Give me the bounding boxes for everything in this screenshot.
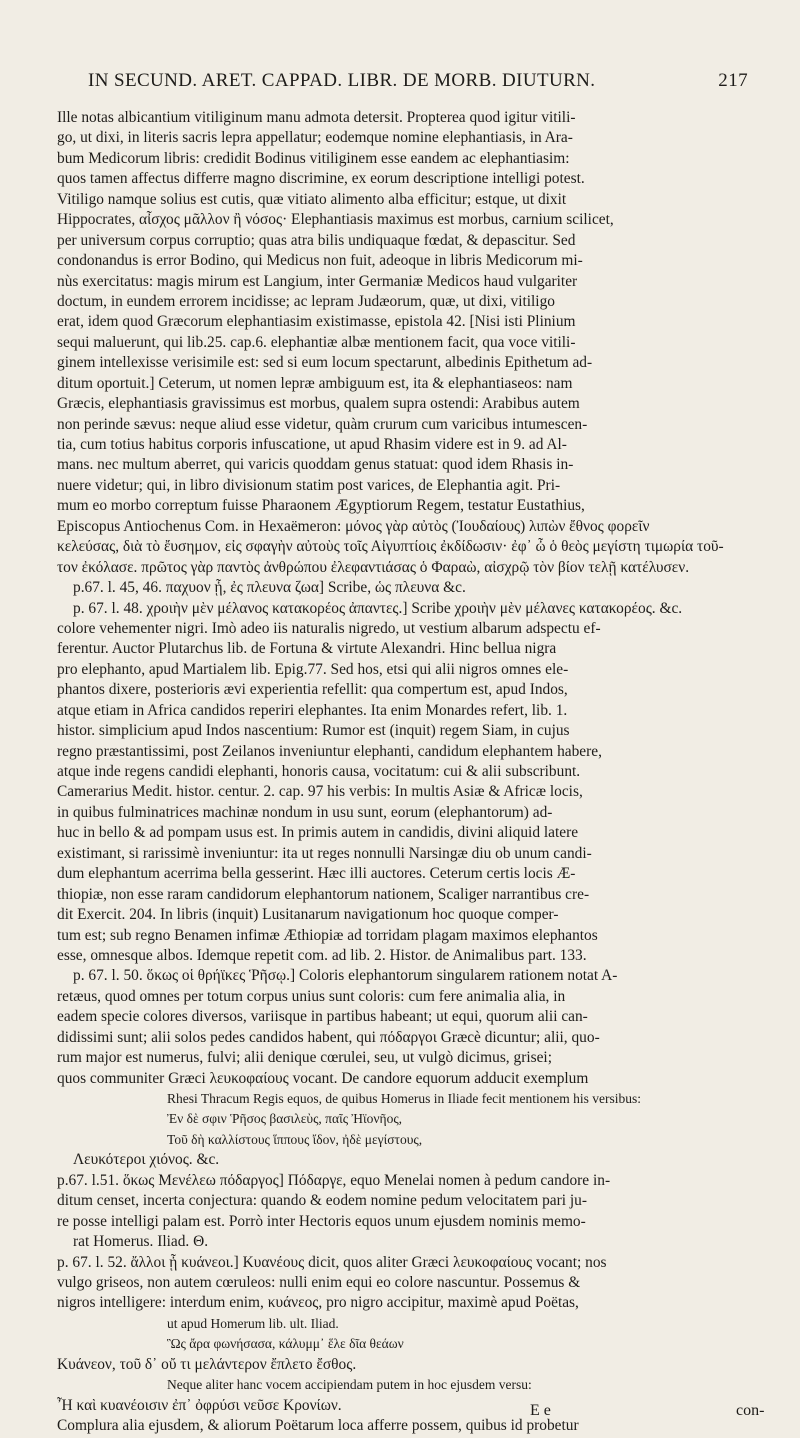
text-line: Vitiligo namque solius est cutis, quæ vitiato alimento alba efficitur; estque, ut dixit — [57, 190, 567, 208]
text-line: nùs exercitatus: magis mirum est Langium, inter Germaniæ Medicos haud vulgariter — [57, 272, 578, 290]
text-line: per universum corpus corruptio; quas atra bilis undiquaque fœdat, & depascitur. Sed — [57, 231, 576, 249]
text-line: ginem intellexisse verisimile est: sed si eum locum spectarunt, albedinis Epithetum ad- — [57, 354, 593, 372]
text-line: ditum censet, incerta conjectura: quando & eodem nomine pedum velocitatem pari ju- — [57, 1192, 587, 1210]
text-line: in quibus fulminatrices machinæ nondum in usu sunt, eorum (elephantorum) ad- — [57, 803, 553, 821]
text-line: Neque aliter hanc vocem accipiendam putem in hoc ejusdem versu: — [167, 1377, 532, 1393]
text-line: τον ἐκόλασε. πρῶτος γὰρ παντὸς ἀνθρώπου ἐλεφαντιάσας ὁ Φαραὼ, αἰσχρῷ τὸν βίον τελῇ κατέλυσεν. — [57, 558, 690, 576]
text-line: Ὣς ἄρα φωνήσασα, κάλυμμ᾽ ἕλε δῖα θεάων — [167, 1336, 404, 1352]
text-line: mum eo morbo correptum fuisse Pharaonem Ægyptiorum Regem, testatur Eustathius, — [57, 497, 585, 515]
running-title: IN SECUND. ARET. CAPPAD. LIBR. DE MORB. DIUTURN. — [88, 70, 596, 91]
text-line: tia, cum totius habitus corporis infuscatione, ut apud Rhasim videre est in 9. ad Al- — [57, 436, 567, 453]
body-text — [57, 108, 757, 1436]
text-line: histor. simplicium apud Indos nascentium: Rumor est (inquit) regem Siam, in cujus — [57, 722, 570, 740]
text-line: quos tamen affectus differre magno discrimine, ex eorum descriptione intelligi potest. — [57, 170, 585, 188]
text-line: non perinde sævus: neque aliud esse videtur, quàm crurum cum varicibus intumescen- — [57, 415, 588, 433]
text-line: p.67. l.51. ὅκως Μενέλεω πόδαργος] Πόδαργε, equo Menelai nomen à pedum candore in- — [57, 1171, 611, 1189]
text-line: rum major est numerus, fulvi; alii denique cœrulei, seu, ut vulgò dicimus, grisei; — [57, 1049, 552, 1067]
text-line: quos communiter Græci λευκοφαίους vocant. De candore equorum adducit exemplum — [57, 1069, 589, 1087]
text-line: nuere videtur; qui, in libro divisionum statim post varices, de Elephantia agit. Pri- — [57, 476, 561, 494]
text-line: Hippocrates, αἶσχος μᾶλλον ἢ νόσος· Elephantiasis maximus est morbus, carnium scilicet, — [57, 211, 614, 229]
text-line: ut apud Homerum lib. ult. Iliad. — [167, 1315, 339, 1331]
text-line: nigros intelligere: interdum enim, κυάνεος, pro nigro accipitur, maximè apud Poëtas, — [57, 1294, 579, 1312]
text-line: Camerarius Medit. histor. centur. 2. cap. 97 his verbis: In multis Asiæ & Africæ locis, — [57, 783, 583, 801]
text-line: ferentur. Auctor Plutarchus lib. de Fortuna & virtute Alexandri. Hinc bellua nigra — [57, 640, 557, 658]
text-line: ditum oportuit.] Ceterum, ut nomen lepræ ambiguum est, ita & elephantiaseos: nam — [57, 374, 573, 392]
text-line: dum elephantum acerrima bella gesserint. Hæc illi auctores. Ceterum certis locis Æ- — [57, 865, 576, 883]
text-line: mans. nec multum aberret, qui varicis quoddam genus statuat: quod idem Rhasis in- — [57, 456, 574, 474]
page-header — [88, 70, 748, 96]
text-line: doctum, in eundem errorem incidisse; ac lepram Judæorum, quæ, ut dixi, vitiligo — [57, 292, 555, 310]
text-line: erat, idem quod Græcorum elephantiasim existimasse, epistola 42. [Nisi isti Plinium — [57, 313, 576, 331]
text-line: condonandus is error Bodino, qui Medicus non fuit, adeoque in libris Medicorum mi- — [57, 252, 583, 270]
text-line: Episcopus Antiochenus Com. in Hexaëmeron: μόνος γὰρ αὐτὸς (Ἰουδαίους) λιπὼν ἔθνος φορεῖν — [57, 517, 650, 535]
text-line: κελεύσας, διὰ τὸ ἔυσημον, εἰς σφαγὴν αὐτοὺς τοῖς Αἰγυπτίοις ἐκδίδωσιν· ἐφ᾽ ὦ ὁ θεὸς μεγίστη τιμωρία τοῦ- — [57, 538, 724, 556]
text-line: huc in bello & ad pompam usus est. In primis autem in candidis, divini aliquid latere — [57, 824, 579, 842]
text-line: tum est; sub regno Benamen infimæ Æthiopiæ ad torridam plagam maximos elephantos — [57, 926, 598, 944]
page-number: 217 — [718, 70, 748, 91]
text-line: dit Exercit. 204. In libris (inquit) Lusitanarum navigationum hoc quoque comper- — [57, 906, 559, 924]
text-line: re posse intelligi palam est. Porrò inter Hectoris equos unum ejusdem nominis memo- — [57, 1212, 586, 1230]
text-line: p. 67. l. 50. ὅκως οἱ θρήϊκες Ῥῆσῳ.] Coloris elephantorum singularem rationem notat A- — [73, 967, 618, 985]
text-line: Ille notas albicantium vitiliginum manu admota detersit. Propterea quod igitur vitili- — [57, 109, 576, 126]
text-line: eadem specie colores diversos, variisque in partibus habeant; ut equi, quorum alii can- — [57, 1008, 588, 1026]
text-line: p.67. l. 45, 46. παχυον ᾖ, ἐς πλευνα ζωα] Scribe, ὡς πλευνα &c. — [73, 579, 466, 597]
text-line: atque etiam in Africa candidos reperiri elephantes. Ita enim Monardes refert, lib. 1. — [57, 701, 568, 719]
signature-mark: E e — [530, 1402, 551, 1419]
text-line: Complura alia ejusdem, & aliorum Poëtarum loca afferre possem, quibus id probetur — [57, 1417, 579, 1434]
text-line: go, ut dixi, in literis sacris lepra appellatur; eodemque nomine elephantiasis, in Ara- — [57, 129, 573, 147]
page-footer — [0, 1402, 800, 1424]
text-line: p. 67. l. 52. ἄλλοι ᾖ κυάνεοι.] Κυανέους dicit, quos aliter Græci λευκοφαίους vocant; nos — [57, 1253, 607, 1271]
text-line: vulgo griseos, non autem cœruleos: nulli enim equi eo colore nascuntur. Possemus & — [57, 1273, 581, 1291]
text-line: didissimi sunt; alii solos pedes candidos habent, qui πόδαργοι Græcè dicuntur; alii, quo- — [57, 1028, 600, 1046]
text-line: Τοῦ δὴ καλλίστους ἵππους ἴδον, ἠδὲ μεγίστους, — [167, 1131, 423, 1147]
catchword: con- — [736, 1402, 765, 1419]
text-line: rat Homerus. Iliad. Θ. — [73, 1233, 209, 1251]
text-line: atque inde regens candidi elephanti, honoris causa, vocitatum: cui & alii subscribunt. — [57, 763, 581, 780]
text-line: Rhesi Thracum Regis equos, de quibus Homerus in Iliade fecit mentionem his versibus: — [167, 1091, 642, 1106]
text-line: retæus, quod omnes per totum corpus unius sunt coloris: cum fere animalia alia, in — [57, 987, 566, 1005]
text-line: regno præstantissimi, post Zeilanos inveniuntur elephanti, candidum elephantem habere, — [57, 742, 602, 760]
text-line: Ἐν δὲ σφιν Ῥῆσος βασιλεὺς, παῖς Ἠϊονῆος, — [167, 1111, 403, 1127]
text-line: pro elephanto, apud Martialem lib. Epig.77. Sed hos, etsi qui alii nigros omnes ele- — [57, 660, 569, 678]
text-line: Λευκότεροι χιόνος. &c. — [73, 1151, 220, 1169]
text-line: phantos dixere, posterioris ævi experientia refellit: qua compertum est, apud Indos, — [57, 681, 568, 699]
text-line: sequi maluerunt, qui lib.25. cap.6. elephantiæ albæ mentionem facit, qua voce vitili- — [57, 333, 576, 351]
text-line: Græcis, elephantiasis gravissimus est morbus, qualem supra ostendi: Arabibus autem — [57, 395, 580, 413]
text-line: Ἦ καὶ κυανέοισιν ἐπ᾽ ὀφρύσι νεῦσε Κρονίων. — [57, 1396, 342, 1414]
text-line: colore vehementer nigri. Imò adeo iis naturalis nigredo, ut vestium albarum adspectu ef- — [57, 619, 601, 637]
text-line: p. 67. l. 48. χροιὴν μὲν μέλανος κατακορέος ἀπαντες.] Scribe χροιὴν μὲν μέλανες κατακορέος. &c. — [73, 599, 683, 617]
text-line: esse, omnesque albos. Idemque repetit com. ad lib. 2. Histor. de Animalibus part. 133. — [57, 946, 587, 964]
text-line: existimant, si rarissimè inveniuntur: ita ut reges nonnulli Narsingæ diu ob unum candi- — [57, 844, 592, 862]
text-line: Κυάνεον, τοῦ δ᾽ οὔ τι μελάντερον ἔπλετο ἔσθος. — [57, 1355, 357, 1373]
text-line: bum Medicorum libris: credidit Bodinus vitiliginem esse eandem ac elephantiasim: — [57, 149, 570, 167]
text-line: thiopiæ, non esse raram candidorum elephantorum nationem, Scaliger narrantibus cre- — [57, 885, 590, 903]
